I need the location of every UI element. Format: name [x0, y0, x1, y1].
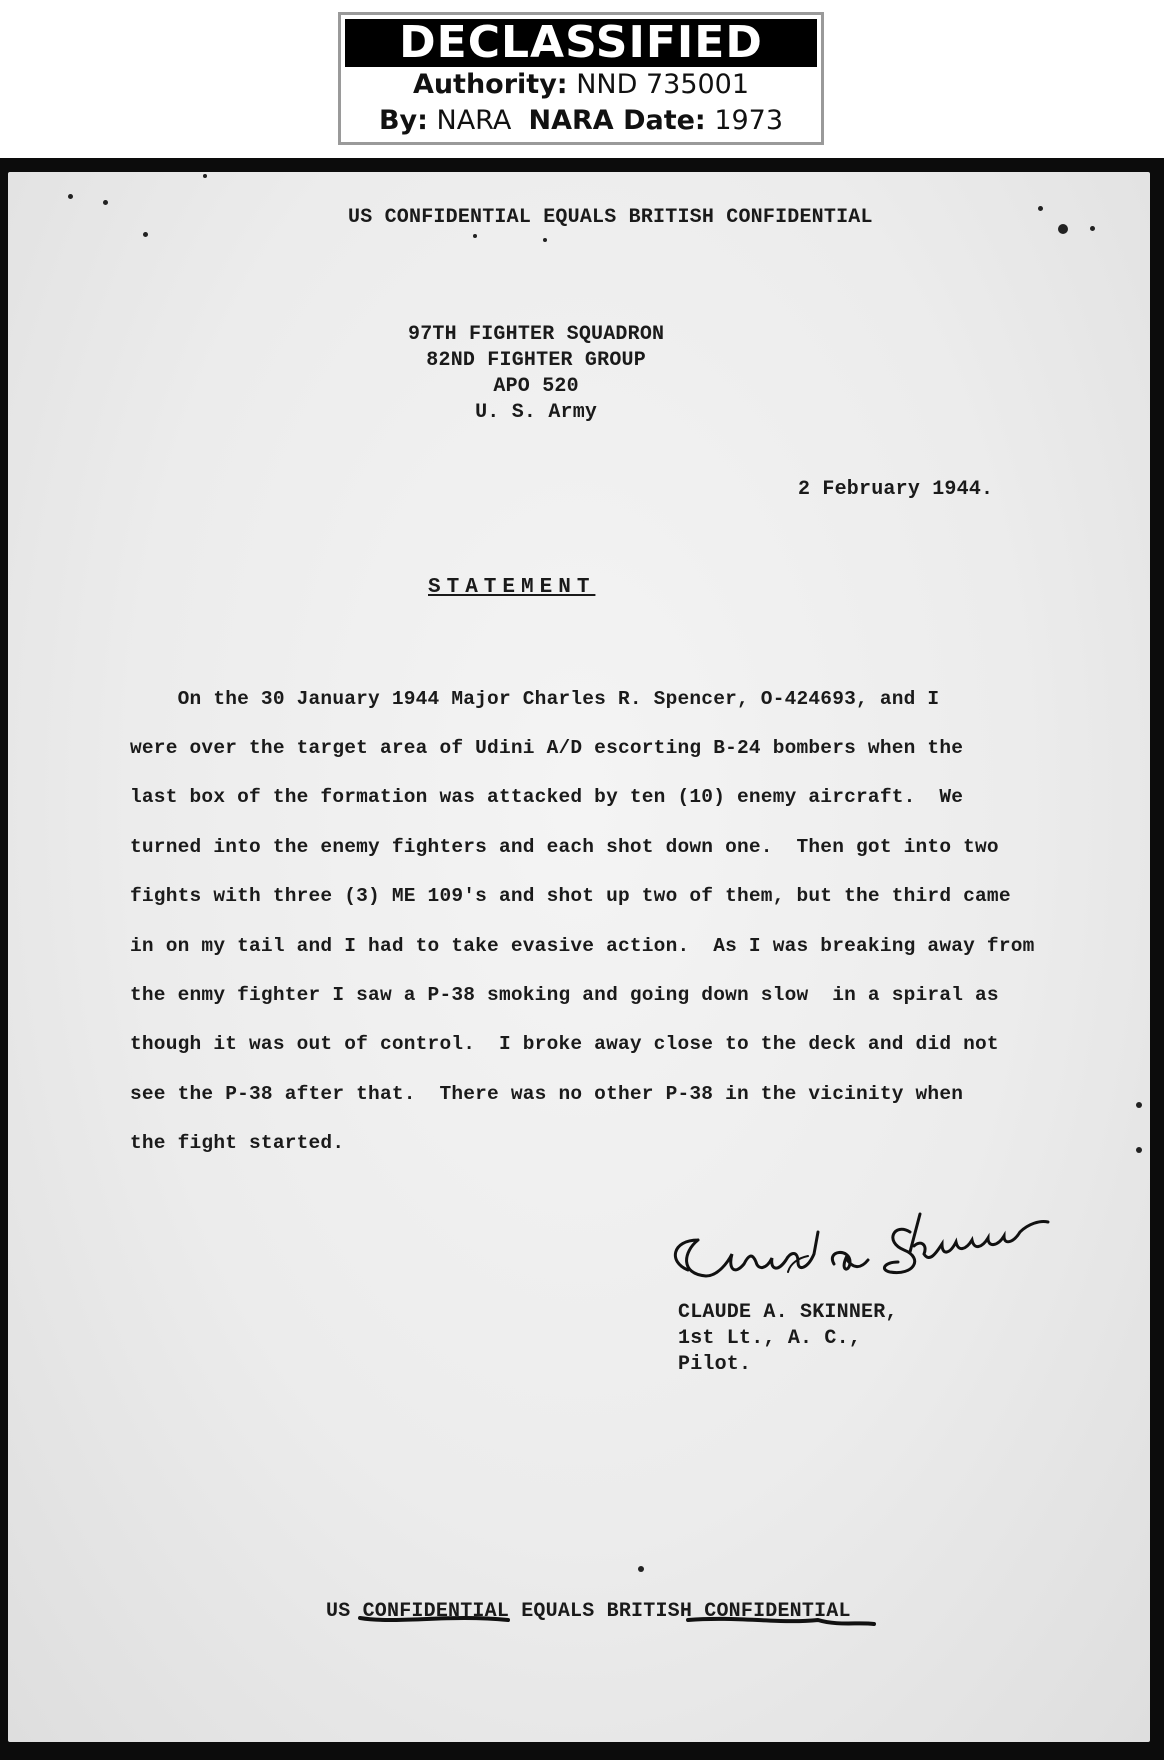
body-line: see the P-38 after that. There was no other P-38 in the vicinity when: [130, 1083, 964, 1105]
body-line: On the 30 January 1944 Major Charles R. Spencer, O-424693, and I: [130, 688, 940, 710]
body-line: in on my tail and I had to take evasive action. As I was breaking away from: [130, 935, 1035, 957]
ink-speck: [473, 234, 477, 238]
paper-page: [8, 172, 1150, 1742]
stamp-title: DECLASSIFIED: [345, 19, 817, 67]
ink-speck: [543, 238, 547, 242]
body-line: were over the target area of Udini A/D escorting B-24 bombers when the: [130, 737, 964, 759]
body-line: the fight started.: [130, 1132, 345, 1154]
signatory-role: Pilot.: [678, 1353, 752, 1376]
address-group: 82ND FIGHTER GROUP: [426, 349, 646, 372]
ink-speck: [1090, 226, 1095, 231]
stamp-date-value: 1973: [714, 105, 784, 136]
stamp-authority-label: Authority:: [412, 69, 568, 100]
ink-speck: [1038, 206, 1043, 211]
classification-header: US CONFIDENTIAL EQUALS BRITISH CONFIDENTIAL: [348, 206, 873, 229]
stamp-authority-value: NND 735001: [576, 69, 750, 100]
handwritten-signature: [658, 1192, 1058, 1302]
strikethrough-scribble: [358, 1612, 876, 1632]
stamp-date-label: NARA Date:: [528, 105, 706, 136]
body-line: though it was out of control. I broke away close to the deck and did not: [130, 1033, 999, 1055]
address-army: U. S. Army: [475, 401, 598, 424]
document-photo: [0, 158, 1164, 1760]
classification-footer: US CONFIDENTIAL EQUALS BRITISH CONFIDENTIAL: [326, 1600, 851, 1623]
signatory-name: CLAUDE A. SKINNER,: [678, 1301, 898, 1324]
stamp-by-line: [341, 103, 821, 139]
declassified-stamp: [338, 12, 824, 145]
document-heading: STATEMENT: [428, 576, 596, 599]
ink-speck: [1136, 1102, 1142, 1108]
ink-speck: [203, 174, 207, 178]
ink-speck: [1058, 224, 1068, 234]
unit-address: [408, 322, 664, 426]
body-line: last box of the formation was attacked by ten (10) enemy aircraft. We: [130, 786, 964, 808]
ink-speck: [1136, 1147, 1142, 1153]
ink-speck: [103, 200, 108, 205]
document-date: 2 February 1944.: [798, 478, 994, 501]
body-line: turned into the enemy fighters and each shot down one. Then got into two: [130, 836, 999, 858]
ink-speck: [638, 1566, 644, 1572]
address-apo: APO 520: [493, 375, 579, 398]
address-unit: 97TH FIGHTER SQUADRON: [408, 323, 665, 346]
body-line: the enmy fighter I saw a P-38 smoking and going down slow in a spiral as: [130, 984, 999, 1006]
body-line: fights with three (3) ME 109's and shot up two of them, but the third came: [130, 885, 1011, 907]
stamp-by-label: By:: [378, 105, 428, 136]
stamp-by-value: NARA: [436, 105, 512, 136]
ink-speck: [68, 194, 73, 199]
signature-block: [678, 1300, 898, 1378]
signatory-rank: 1st Lt., A. C.,: [678, 1327, 862, 1350]
ink-speck: [143, 232, 148, 237]
stamp-authority-line: [341, 67, 821, 103]
